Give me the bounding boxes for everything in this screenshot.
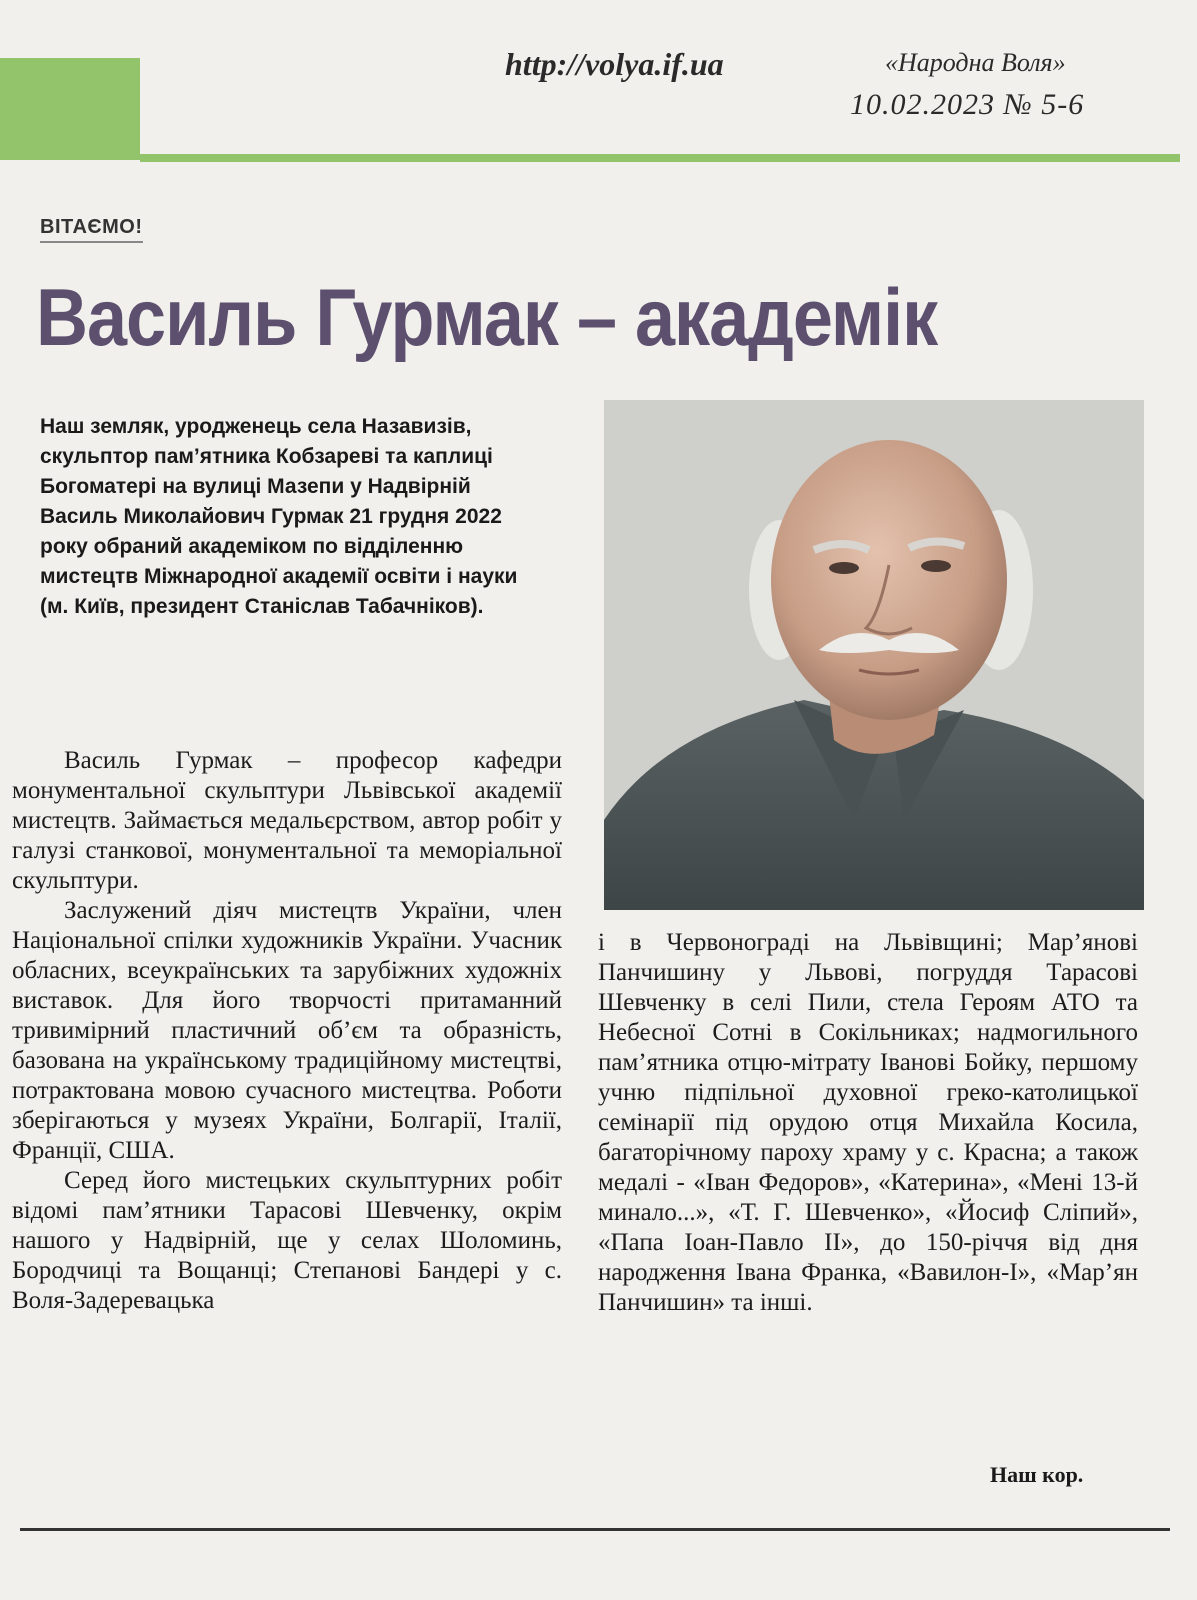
body-paragraph: Василь Гурмак – професор кафедри монументальної скульптури Львівської академії мистецтв. Займається медальєрством, автор робіт у галузі станкової, монументальної та меморіальної скульптури. — [12, 747, 562, 894]
article-body-left-column — [12, 746, 562, 1316]
article-lead: Наш земляк, уродженець села Назавизів, скульптор пам’ятника Кобзареві та каплиці Богоматері на вулиці Мазепи у Надвірній Василь Миколайович Гурмак 21 грудня 2022 року обраний академіком по відділенню мистецтв Міжнародної академії освіти і науки (м. Київ, президент Станіслав Табачніков). — [40, 415, 518, 618]
body-paragraph: Заслужений діяч мистецтв України, член Національної спілки художників України. Учасник обласних, всеукраїнських та зарубіжних художніх виставок. Для його творчості притаманний тривимірний пластичний об’єм та образність, базована на українському традиційному мистецтві, потрактована мовою сучасного мистецтва. Роботи зберігаються у музеях України, Болгарії, Італії, Франції, США. — [12, 897, 562, 1164]
article-body-right-column — [598, 928, 1138, 1318]
article-kicker: ВІТАЄМО! — [40, 216, 143, 243]
masthead-green-block — [0, 58, 140, 160]
body-paragraph: і в Червонограді на Львівщині; Мар’янові Панчишину у Львові, погруддя Тарасові Шевченку в селі Пили, стела Героям АТО та Небесної Сотні в Сокільниках; надмогильного пам’ятника отцю-мітрату Іванові Бойку, першому учню підпільної духовної греко-католицької семінарії під орудою отця Михайла Косила, багаторічному пароху храму у с. Красна; а також медалі - «Іван Федоров», «Катерина», «Мені 13-й минало...», «Т. Г. Шевченко», «Йосиф Сліпий», «Папа Іоан-Павло II», до 150-річчя від дня народження Івана Франка, «Вавилон-І», «Мар’ян Панчишин» та інші. — [598, 929, 1138, 1316]
masthead-newspaper-name: «Народна Воля» — [885, 48, 1066, 77]
bottom-divider — [20, 1528, 1170, 1531]
masthead-url[interactable]: http://volya.if.ua — [505, 46, 724, 82]
article-signature: Наш кор. — [990, 1462, 1084, 1487]
body-paragraph: Серед його мистецьких скульптурних робіт відомі пам’ятники Тарасові Шевченку, окрім нашого у Надвірній, ще у селах Шоломинь, Бородчиці та Вощанці; Степанові Бандері у с. Воля-Задеревацька — [12, 1167, 562, 1314]
article-headline: Василь Гурмак – академік — [36, 273, 938, 363]
portrait-photo — [604, 400, 1144, 910]
masthead-date-issue: 10.02.2023 № 5-6 — [850, 88, 1085, 121]
masthead-green-rule — [140, 154, 1180, 162]
portrait-illustration — [604, 400, 1144, 910]
